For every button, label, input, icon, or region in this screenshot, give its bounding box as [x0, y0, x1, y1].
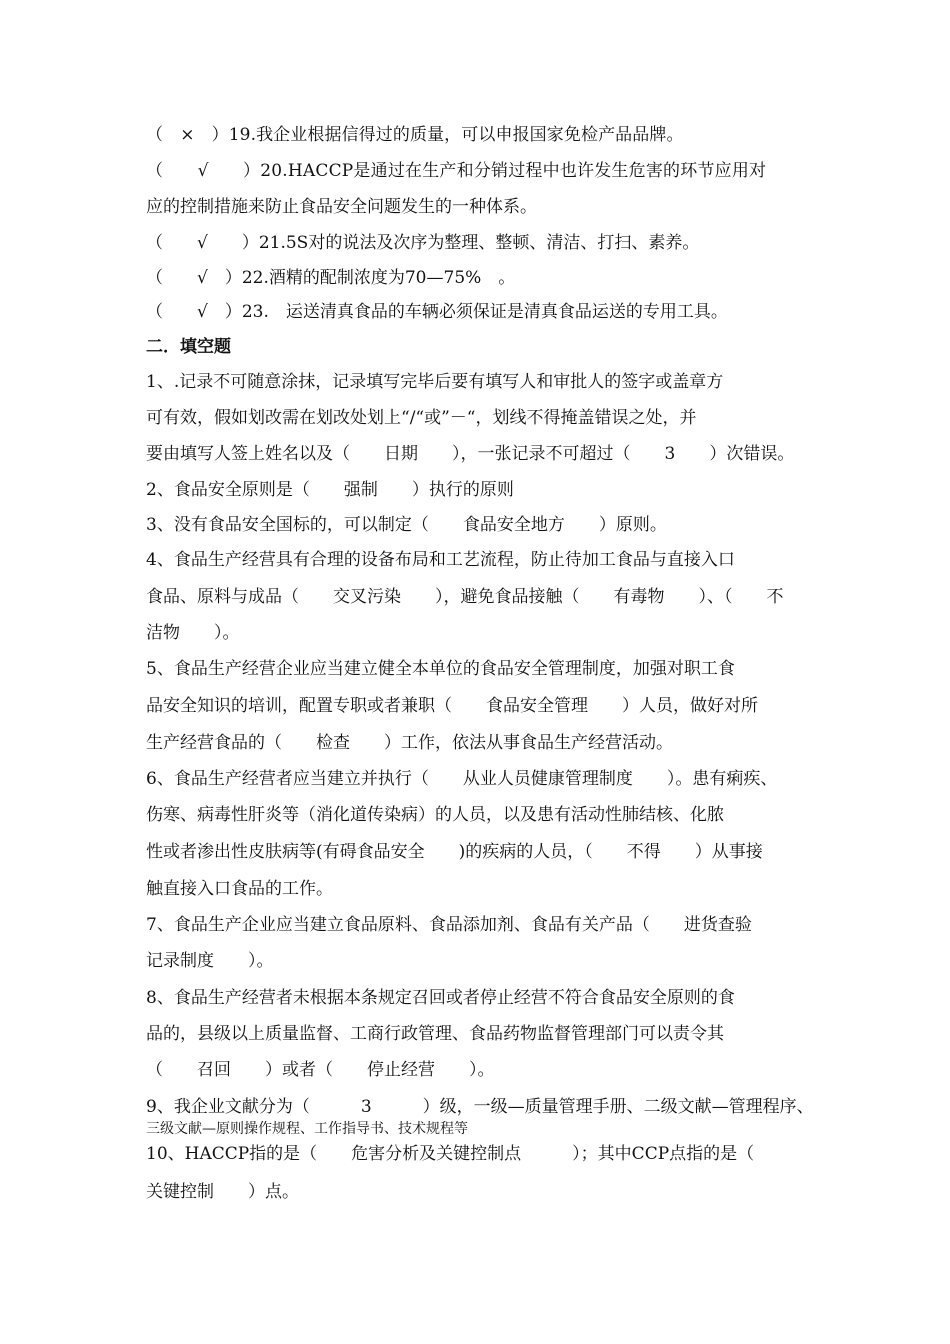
- fill-item-5-line3: 生产经营食品的（ 检查 ）工作，依法从事食品生产经营活动。: [146, 733, 673, 753]
- fill-item-8-line2: 品的，县级以上质量监督、工商行政管理、食品药物监督管理部门可以责令其: [146, 1024, 724, 1044]
- fill-item-3: 3、没有食品安全国标的，可以制定（ 食品安全地方 ）原则。: [146, 515, 667, 535]
- fill-item-1-line2: 可有效，假如划改需在划改处划上“/“或”－“，划线不得掩盖错误之处，并: [146, 408, 697, 428]
- fill-item-5-line2: 品安全知识的培训，配置专职或者兼职（ 食品安全管理 ）人员，做好对所: [146, 696, 758, 716]
- fill-item-9-line1: 9、我企业文献分为（ 3 ）级，一级—质量管理手册、二级文献—管理程序、: [146, 1097, 814, 1117]
- tf-item-19: （ × ）19.我企业根据信得过的质量，可以申报国家免检产品品牌。: [146, 125, 684, 145]
- tf-item-23: （ √ ）23. 运送清真食品的车辆必须保证是清真食品运送的专用工具。: [146, 302, 728, 322]
- fill-item-7-line2: 记录制度 ）。: [146, 951, 274, 971]
- fill-item-4-line1: 4、食品生产经营具有合理的设备布局和工艺流程，防止待加工食品与直接入口: [146, 550, 735, 570]
- fill-item-6-line4: 触直接入口食品的工作。: [146, 879, 333, 899]
- section-heading: 二．填空题: [146, 337, 231, 357]
- fill-item-1-line3: 要由填写人签上姓名以及（ 日期 ），一张记录不可超过（ 3 ）次错误。: [146, 444, 795, 464]
- fill-item-6-line3: 性或者渗出性皮肤病等(有碍食品安全 )的疾病的人员，（ 不得 ）从事接: [146, 842, 763, 862]
- fill-item-10-line2: 关键控制 ）点。: [146, 1182, 299, 1202]
- fill-item-4-line2: 食品、原料与成品（ 交叉污染 ），避免食品接触（ 有毒物 ）、（ 不: [146, 587, 784, 607]
- fill-item-2: 2、食品安全原则是（ 强制 ）执行的原则: [146, 480, 514, 500]
- fill-item-7-line1: 7、食品生产企业应当建立食品原料、食品添加剂、食品有关产品（ 进货查验: [146, 915, 752, 935]
- tf-item-22: （ √ ）22.酒精的配制浓度为70—75% 。: [146, 268, 516, 288]
- fill-item-4-line3: 洁物 ）。: [146, 623, 240, 643]
- fill-item-1-line1: 1、.记录不可随意涂抹，记录填写完毕后要有填写人和审批人的签字或盖章方: [146, 372, 724, 392]
- fill-item-10-line1: 10、HACCP指的是（ 危害分析及关键控制点 ）；其中CCP点指的是（: [146, 1144, 755, 1164]
- tf-item-20-line2: 应的控制措施来防止食品安全问题发生的一种体系。: [146, 197, 537, 217]
- tf-item-21: （ √ ）21.5S对的说法及次序为整理、整顿、清洁、打扫、素养。: [146, 233, 700, 253]
- fill-item-8-line1: 8、食品生产经营者未根据本条规定召回或者停止经营不符合食品安全原则的食: [146, 988, 735, 1008]
- fill-item-5-line1: 5、食品生产经营企业应当建立健全本单位的食品安全管理制度，加强对职工食: [146, 659, 735, 679]
- fill-item-9-line2: 三级文献—原则操作规程、工作指导书、技术规程等: [146, 1121, 468, 1137]
- fill-item-6-line2: 伤寒、病毒性肝炎等（消化道传染病）的人员，以及患有活动性肺结核、化脓: [146, 805, 724, 825]
- tf-item-20-line1: （ √ ）20.HACCP是通过在生产和分销过程中也许发生危害的环节应用对: [146, 161, 767, 181]
- fill-item-8-line3: （ 召回 ）或者（ 停止经营 ）。: [146, 1060, 495, 1080]
- fill-item-6-line1: 6、食品生产经营者应当建立并执行（ 从业人员健康管理制度 ）。患有痢疾、: [146, 769, 778, 789]
